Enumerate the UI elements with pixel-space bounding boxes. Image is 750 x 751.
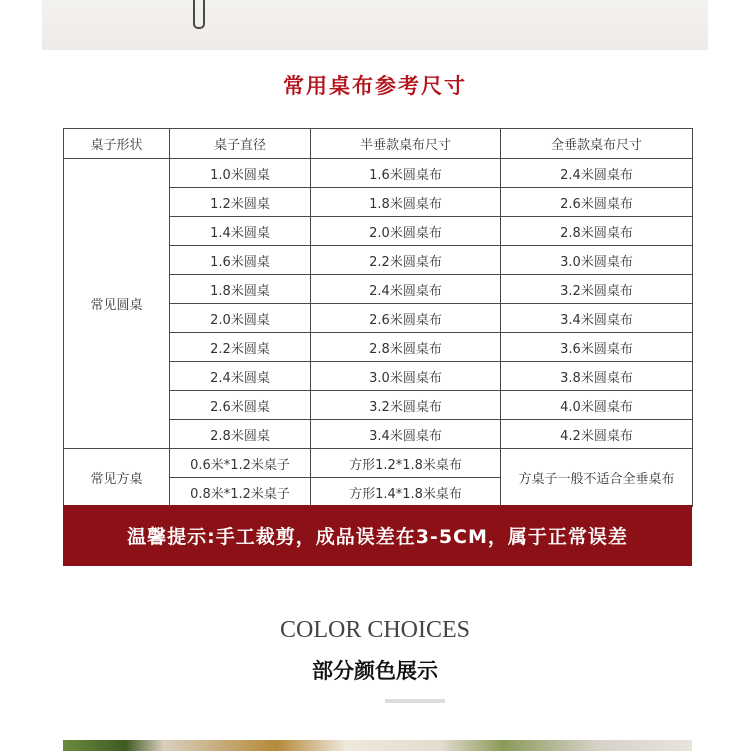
table-row	[64, 449, 693, 478]
header-cell: 全垂款桌布尺寸	[501, 129, 693, 159]
table-cell: 2.0米圆桌布	[311, 217, 501, 246]
table-cell: 4.0米圆桌布	[501, 391, 693, 420]
table-cell: 2.6米圆桌布	[501, 188, 693, 217]
table-cell: 3.6米圆桌布	[501, 333, 693, 362]
table-cell: 3.2米圆桌布	[311, 391, 501, 420]
color-section-subtitle: 部分颜色展示	[312, 659, 438, 683]
hook-icon	[193, 0, 205, 29]
table-cell: 0.6米*1.2米桌子	[170, 449, 311, 478]
header-cell: 半垂款桌布尺寸	[311, 129, 501, 159]
table-cell: 2.2米圆桌	[170, 333, 311, 362]
color-section-title: COLOR CHOICES	[279, 617, 471, 643]
table-cell: 0.8米*1.2米桌子	[170, 478, 311, 507]
size-section-title: 常用桌布参考尺寸	[283, 74, 467, 98]
table-cell: 1.2米圆桌	[170, 188, 311, 217]
table-cell: 2.6米圆桌	[170, 391, 311, 420]
bottom-product-photo	[63, 740, 692, 751]
table-cell: 2.8米圆桌	[170, 420, 311, 449]
table-cell: 2.4米圆桌布	[311, 275, 501, 304]
table-cell: 3.0米圆桌布	[311, 362, 501, 391]
square-full-note-cell: 方桌子一般不适合全垂桌布	[501, 449, 693, 507]
table-cell: 1.4米圆桌	[170, 217, 311, 246]
table-cell: 2.4米圆桌	[170, 362, 311, 391]
table-cell: 2.6米圆桌布	[311, 304, 501, 333]
table-cell: 4.2米圆桌布	[501, 420, 693, 449]
table-cell: 2.8米圆桌布	[501, 217, 693, 246]
table-cell: 2.0米圆桌	[170, 304, 311, 333]
table-cell: 1.8米圆桌布	[311, 188, 501, 217]
size-table	[63, 128, 693, 507]
shape-cell-square: 常见方桌	[64, 449, 170, 507]
table-cell: 1.0米圆桌	[170, 159, 311, 188]
divider-line	[385, 699, 445, 703]
header-cell: 桌子形状	[64, 129, 170, 159]
table-cell: 1.6米圆桌布	[311, 159, 501, 188]
table-cell: 3.2米圆桌布	[501, 275, 693, 304]
table-cell: 3.4米圆桌布	[501, 304, 693, 333]
table-cell: 2.4米圆桌布	[501, 159, 693, 188]
shape-cell-round: 常见圆桌	[64, 159, 170, 449]
table-cell: 1.8米圆桌	[170, 275, 311, 304]
table-cell: 3.8米圆桌布	[501, 362, 693, 391]
table-cell: 方形1.2*1.8米桌布	[311, 449, 501, 478]
table-cell: 3.4米圆桌布	[311, 420, 501, 449]
table-cell: 2.8米圆桌布	[311, 333, 501, 362]
tip-text: 温馨提示:手工裁剪，成品误差在3-5CM，属于正常误差	[127, 526, 628, 548]
header-cell: 桌子直径	[170, 129, 311, 159]
table-header-row	[64, 129, 693, 159]
table-row	[64, 159, 693, 188]
tip-banner	[63, 505, 692, 566]
table-cell: 2.2米圆桌布	[311, 246, 501, 275]
table-cell: 3.0米圆桌布	[501, 246, 693, 275]
table-cell: 1.6米圆桌	[170, 246, 311, 275]
table-cell: 方形1.4*1.8米桌布	[311, 478, 501, 507]
top-product-photo	[42, 0, 708, 50]
